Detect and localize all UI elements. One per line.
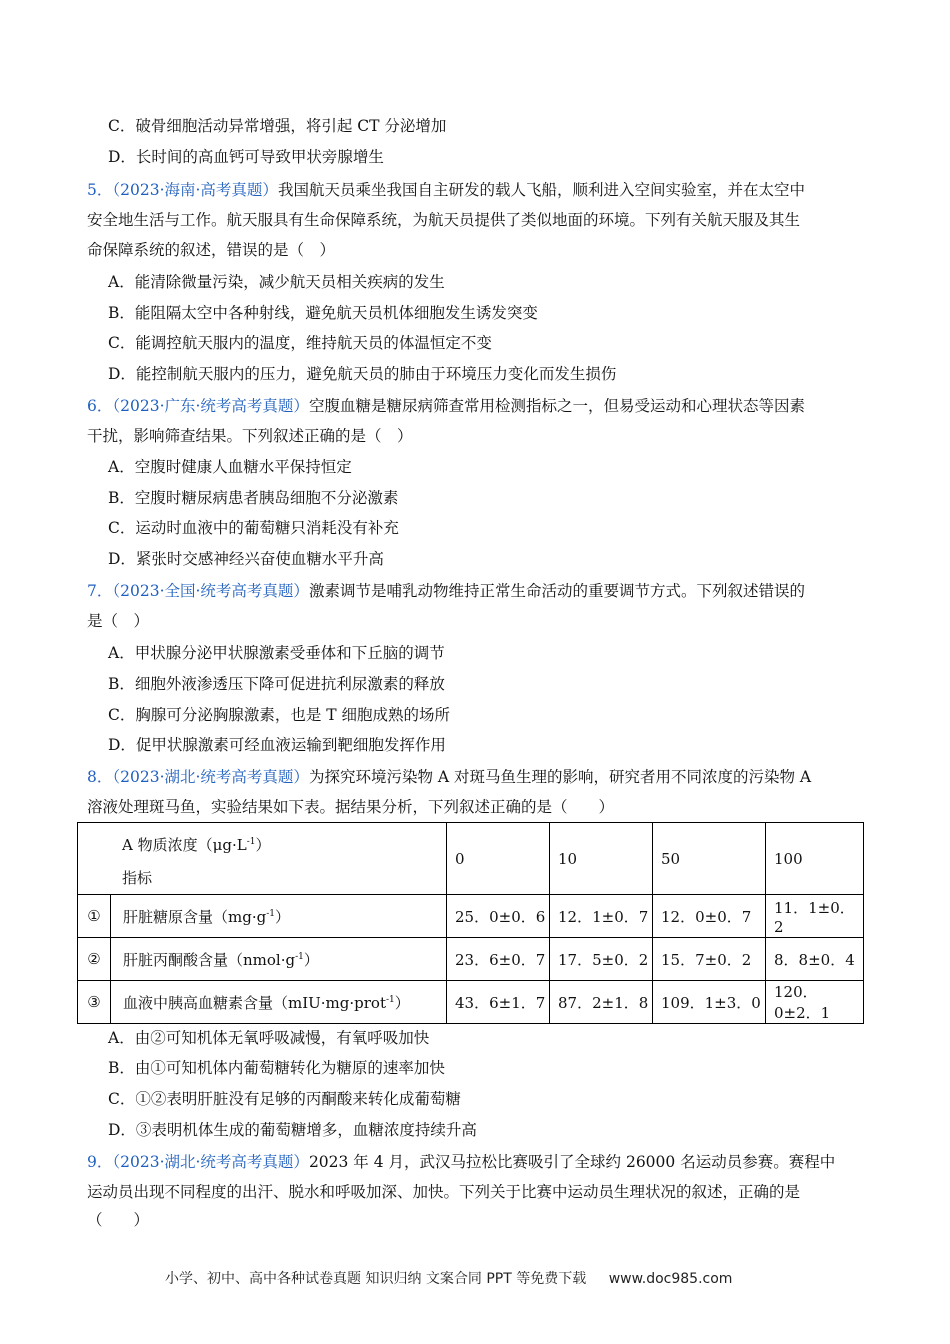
q5-stem-line2: 安全地生活与工作。航天服具有生命保障系统，为航天员提供了类似地面的环境。下列有关航天服及其生 bbox=[87, 211, 801, 229]
row-index: ② bbox=[78, 938, 111, 981]
table-cell: 17．5±0．2 bbox=[550, 938, 653, 981]
q5-option-a: A．能清除微量污染，减少航天员相关疾病的发生 bbox=[108, 273, 445, 291]
q8-option-b: B．由①可知机体内葡萄糖转化为糖原的速率加快 bbox=[108, 1059, 445, 1077]
q5-number: 5． bbox=[87, 181, 113, 199]
q5-option-c: C．能调控航天服内的温度，维持航天员的体温恒定不变 bbox=[108, 334, 492, 352]
table-cell: 87．2±1．8 bbox=[550, 981, 653, 1024]
q7-stem-line1 bbox=[87, 581, 805, 601]
q6-option-c: C．运动时血液中的葡萄糖只消耗没有补充 bbox=[108, 519, 399, 537]
q8-option-a: A．由②可知机体无氧呼吸减慢，有氧呼吸加快 bbox=[108, 1029, 430, 1047]
table-cell: 12．1±0．7 bbox=[550, 895, 653, 938]
q9-number: 9． bbox=[87, 1153, 113, 1171]
row-label: 血液中胰高血糖素含量（mIU·mg·prot$^{-1}$） bbox=[111, 981, 447, 1024]
q8-option-c: C．①②表明肝脏没有足够的丙酮酸来转化成葡萄糖 bbox=[108, 1090, 461, 1108]
header-conc-10: 10 bbox=[550, 823, 653, 895]
q9-source: （2023·湖北·统考高考真题） bbox=[112, 1153, 309, 1171]
q6-number: 6． bbox=[87, 397, 113, 415]
q8-source: （2023·湖北·统考高考真题） bbox=[112, 768, 309, 786]
q8-number: 8． bbox=[87, 768, 113, 786]
header-conc-100: 100 bbox=[766, 823, 864, 895]
table-row bbox=[78, 938, 864, 981]
q8-stem-line2: 溶液处理斑马鱼，实验结果如下表。据结果分析，下列叙述正确的是（ ） bbox=[87, 798, 615, 816]
q7-option-c: C．胸腺可分泌胸腺激素，也是 T 细胞成熟的场所 bbox=[108, 706, 451, 724]
table-row bbox=[78, 981, 864, 1024]
header-conc-50: 50 bbox=[653, 823, 766, 895]
q5-option-d: D．能控制航天服内的压力，避免航天员的肺由于环境压力变化而发生损伤 bbox=[108, 365, 617, 383]
header-conc-0: 0 bbox=[447, 823, 550, 895]
q6-option-d: D．紧张时交感神经兴奋使血糖水平升高 bbox=[108, 550, 384, 568]
footer-text: 小学、初中、高中各种试卷真题 知识归纳 文案合同 PPT 等免费下载 bbox=[165, 1271, 587, 1287]
table-cell: 15．7±0．2 bbox=[653, 938, 766, 981]
table-cell: 25．0±0．6 bbox=[447, 895, 550, 938]
q9-stem-line1 bbox=[87, 1152, 835, 1172]
q5-option-b: B．能阻隔太空中各种射线，避免航天员机体细胞发生诱发突变 bbox=[108, 304, 538, 322]
row-label: 肝脏糖原含量$(mg\cdot g^{-1})$ bbox=[111, 895, 447, 938]
q8-stem-line1 bbox=[87, 767, 811, 787]
q7-text-1: 激素调节是哺乳动物维持正常生命活动的重要调节方式。下列叙述错误的 bbox=[308, 582, 805, 600]
q7-source: （2023·全国·统考高考真题） bbox=[112, 582, 309, 600]
table-row bbox=[78, 895, 864, 938]
q7-number: 7． bbox=[87, 582, 113, 600]
table-header-row bbox=[78, 823, 864, 895]
header-concentration: A 物质浓度$(\mu g\cdot L^{-1})$ bbox=[122, 835, 271, 854]
q6-source: （2023·广东·统考高考真题） bbox=[112, 397, 309, 415]
table-cell: 43．6±1．7 bbox=[447, 981, 550, 1024]
q5-stem-line3: 命保障系统的叙述，错误的是（ ） bbox=[87, 241, 336, 259]
q5-source: （2023·海南·高考真题） bbox=[112, 181, 278, 199]
q8-text-1: 为探究环境污染物 A 对斑马鱼生理的影响，研究者用不同浓度的污染物 A bbox=[308, 768, 812, 786]
row-index: ① bbox=[78, 895, 111, 938]
q6-option-b: B．空腹时糖尿病患者胰岛细胞不分泌激素 bbox=[108, 489, 399, 507]
q9-stem-line2: 运动员出现不同程度的出汗、脱水和呼吸加深、加快。下列关于比赛中运动员生理状况的叙述，正确的是 bbox=[87, 1183, 801, 1201]
table-cell: 109．1±3．0 bbox=[653, 981, 766, 1024]
q8-option-d: D．③表明机体生成的葡萄糖增多，血糖浓度持续升高 bbox=[108, 1121, 477, 1139]
q6-option-a: A．空腹时健康人血糖水平保持恒定 bbox=[108, 458, 352, 476]
row-index: ③ bbox=[78, 981, 111, 1024]
q6-stem-line2: 干扰，影响筛查结果。下列叙述正确的是（ ） bbox=[87, 427, 413, 445]
q6-text-1: 空腹血糖是糖尿病筛查常用检测指标之一，但易受运动和心理状态等因素 bbox=[308, 397, 805, 415]
q5-stem-line1 bbox=[87, 180, 805, 200]
q7-stem-line2: 是（ ） bbox=[87, 612, 150, 630]
page-footer bbox=[165, 1268, 732, 1288]
q6-stem-line1 bbox=[87, 396, 805, 416]
table-cell: 23．6±0．7 bbox=[447, 938, 550, 981]
q4-option-c: C．破骨细胞活动异常增强，将引起 CT 分泌增加 bbox=[108, 117, 447, 135]
q4-option-d: D．长时间的高血钙可导致甲状旁腺增生 bbox=[108, 148, 384, 166]
table-header-corner bbox=[78, 823, 447, 895]
header-index: 指标 bbox=[122, 868, 153, 887]
results-table bbox=[77, 822, 864, 1024]
table-cell: 120．0±2．1 bbox=[766, 981, 864, 1024]
q9-stem-line3: （ ） bbox=[87, 1211, 150, 1229]
footer-url-link[interactable]: www.doc985.com bbox=[608, 1271, 733, 1287]
q7-option-d: D．促甲状腺激素可经血液运输到靶细胞发挥作用 bbox=[108, 736, 446, 754]
table-cell: 8．8±0．4 bbox=[766, 938, 864, 981]
table-cell: 11．1±0．2 bbox=[766, 895, 864, 938]
row-label: 肝脏丙酮酸含量$(nmol\cdot g^{-1})$ bbox=[111, 938, 447, 981]
table-cell: 12．0±0．7 bbox=[653, 895, 766, 938]
q9-text-1: 2023 年 4 月，武汉马拉松比赛吸引了全球约 26000 名运动员参赛。赛程中 bbox=[308, 1153, 836, 1171]
q7-option-a: A．甲状腺分泌甲状腺激素受垂体和下丘脑的调节 bbox=[108, 644, 445, 662]
q7-option-b: B．细胞外液渗透压下降可促进抗利尿激素的释放 bbox=[108, 675, 445, 693]
q5-text-1: 我国航天员乘坐我国自主研发的载人飞船，顺利进入空间实验室，并在太空中 bbox=[277, 181, 805, 199]
